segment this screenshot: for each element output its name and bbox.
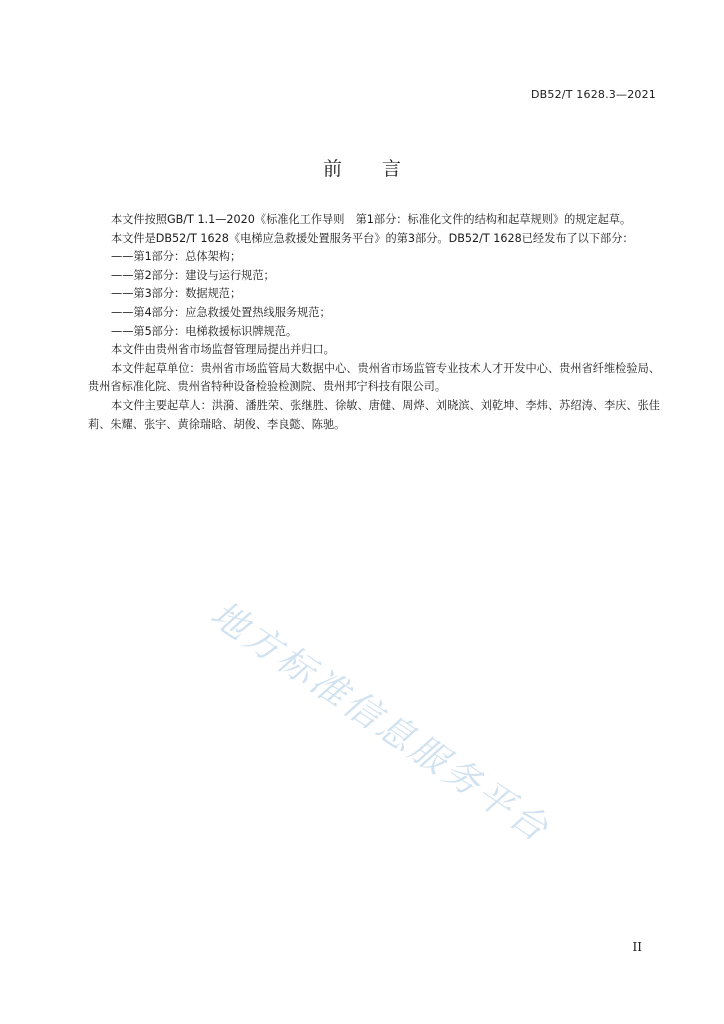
paragraph-drafting-rules: 本文件按照GB/T 1.1—2020《标准化工作导则 第1部分：标准化文件的结构和起草规则》的规定起草。 — [111, 213, 632, 226]
page-number: II — [632, 940, 642, 954]
list-item-part-2: ——第2部分：建设与运行规范； — [111, 268, 275, 282]
list-item-part-4: ——第4部分：应急救援处置热线服务规范； — [111, 305, 331, 319]
paragraph-drafters: 本文件主要起草人：洪漪、潘胜荣、张继胜、徐敏、唐健、周烨、刘晓滨、刘乾坤、李炜、苏绍涛、李庆、张佳莉、朱耀、张宇、黄徐瑞晗、胡俊、李良懿、陈驰。 — [88, 398, 660, 431]
list-item-part-3: ——第3部分：数据规范； — [111, 287, 242, 301]
watermark-text: 地方标准信息服务平台 — [203, 593, 558, 852]
paragraph-series-intro: 本文件是DB52/T 1628《电梯应急救援处置服务平台》的第3部分。DB52/T 1628已经发布了以下部分： — [111, 231, 634, 245]
foreword-body — [88, 211, 660, 434]
page-title: 前言 — [322, 158, 441, 180]
paragraph-drafting-units: 本文件起草单位：贵州省市场监管局大数据中心、贵州省市场监管专业技术人才开发中心、贵州省纤维检验局、贵州省标准化院、贵州省特种设备检验检测院、贵州邦宁科技有限公司。 — [88, 361, 660, 394]
list-item-part-5: ——第5部分：电梯救援标识牌规范。 — [111, 324, 298, 338]
document-code: DB52/T 1628.3—2021 — [530, 88, 656, 101]
list-item-part-1: ——第1部分：总体架构； — [111, 250, 242, 264]
paragraph-proposer: 本文件由贵州省市场监督管理局提出并归口。 — [111, 343, 335, 357]
